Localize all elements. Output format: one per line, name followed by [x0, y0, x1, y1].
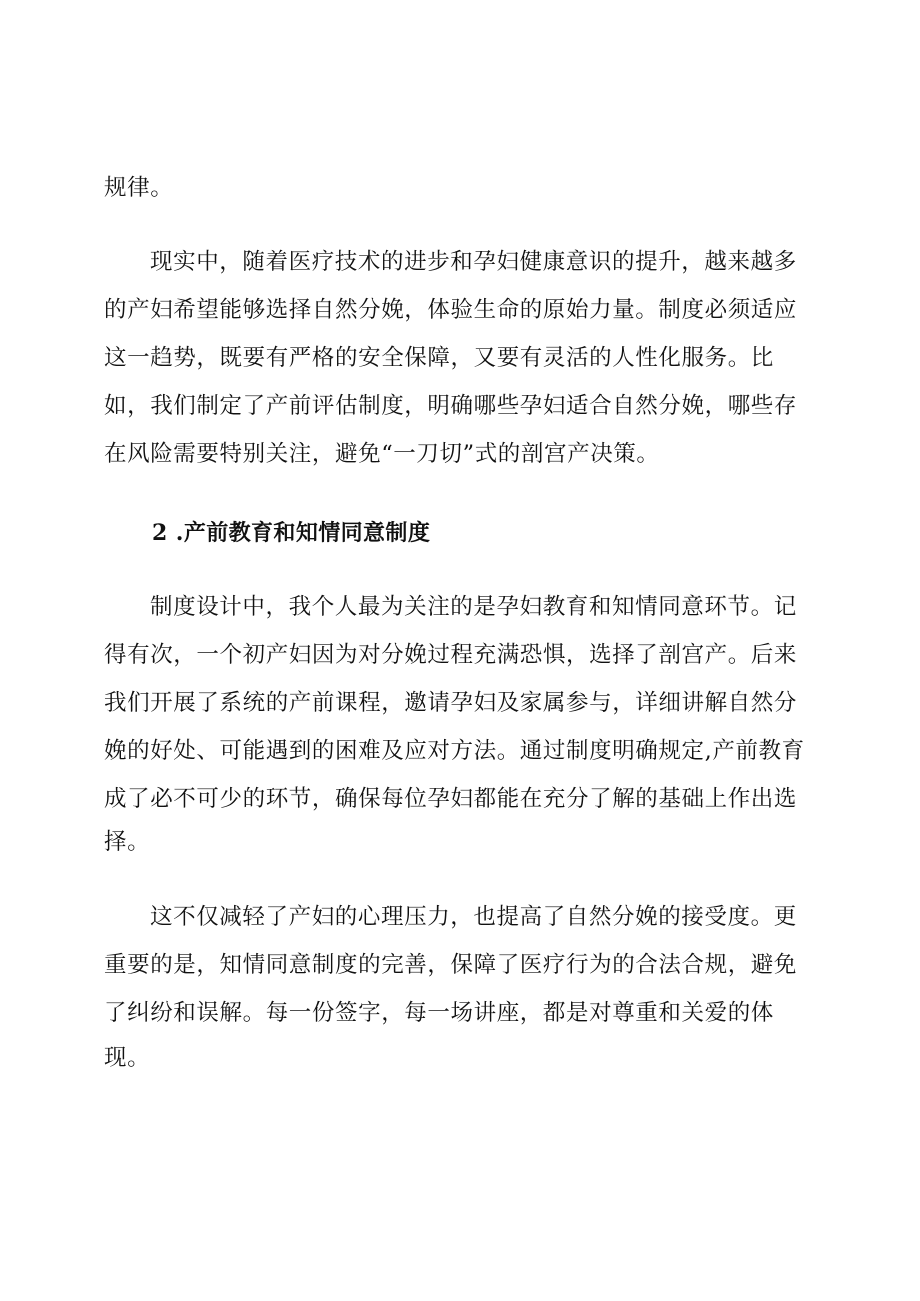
- paragraph-line: 这不仅减轻了产妇的心理压力，也提高了自然分娩的接受度。更: [150, 904, 797, 930]
- paragraph-line: 娩的好处、可能遇到的困难及应对方法。通过制度明确规定,产前教育: [104, 738, 805, 764]
- paragraph-line: 规律。: [104, 175, 174, 201]
- paragraph-line: 这一趋势，既要有严格的安全保障，又要有灵活的人性化服务。比: [104, 345, 774, 371]
- paragraph-line: 现实中，随着医疗技术的进步和孕妇健康意识的提升，越来越多: [150, 249, 797, 275]
- paragraph-line: 如，我们制定了产前评估制度，明确哪些孕妇适合自然分娩，哪些存: [104, 393, 798, 419]
- paragraph-line: 我们开展了系统的产前课程，邀请孕妇及家属参与，详细讲解自然分: [104, 690, 798, 716]
- paragraph-line: 择。: [104, 829, 151, 855]
- paragraph-line: 制度设计中，我个人最为关注的是孕妇教育和知情同意环节。记: [150, 594, 797, 620]
- paragraph-line: 在风险需要特别关注，避免“一刀切”式的剖宫产决策。: [104, 441, 660, 467]
- paragraph-line: 的产妇希望能够选择自然分娩，体验生命的原始力量。制度必须适应: [104, 297, 798, 323]
- paragraph-line: 得有次，一个初产妇因为对分娩过程充满恐惧，选择了剖宫产。后来: [104, 642, 798, 668]
- paragraph-line: 重要的是，知情同意制度的完善，保障了医疗行为的合法合规，避免: [104, 952, 798, 978]
- paragraph-line: 成了必不可少的环节，确保每位孕妇都能在充分了解的基础上作出选: [104, 786, 798, 812]
- paragraph-line: 现。: [104, 1045, 151, 1071]
- paragraph-line: 了纠纷和误解。每一份签字，每一场讲座，都是对尊重和关爱的体: [104, 1000, 774, 1026]
- section-heading: 2 .产前教育和知情同意制度: [152, 520, 431, 546]
